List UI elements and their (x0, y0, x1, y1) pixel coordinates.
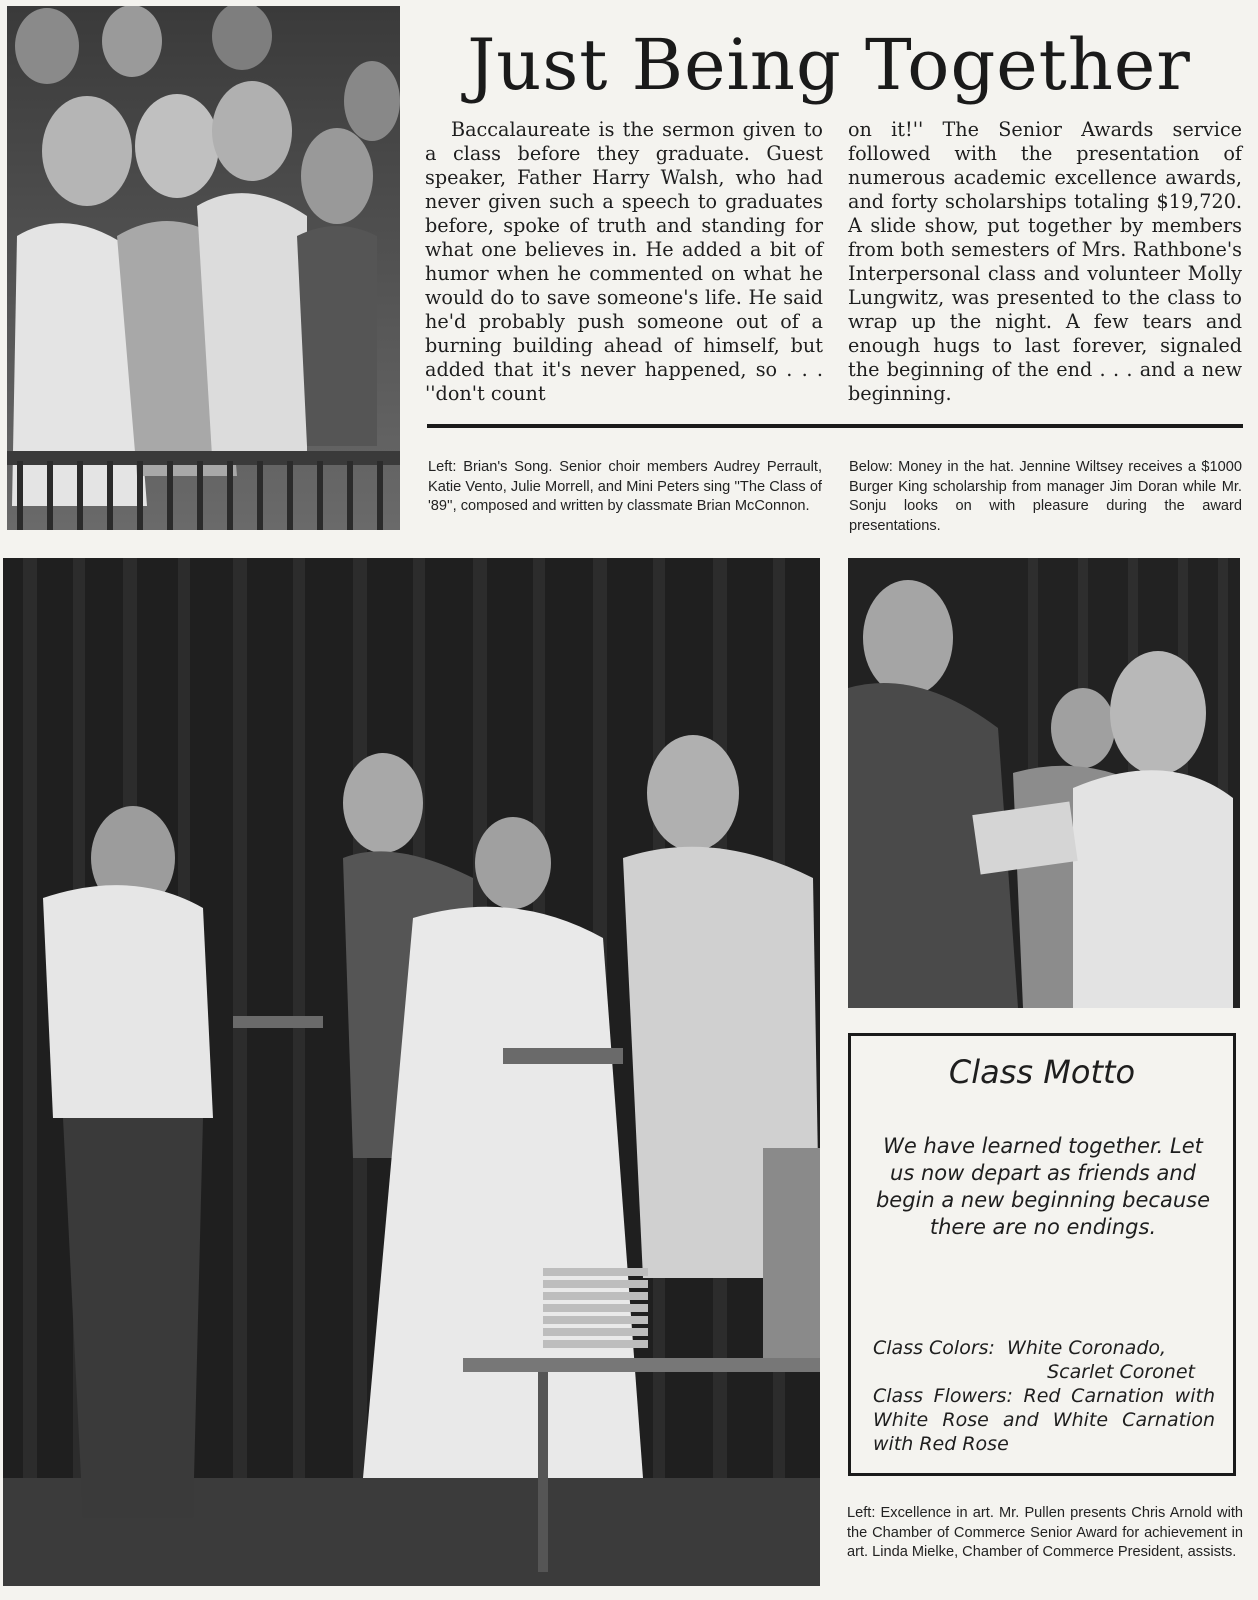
choir-photo (7, 6, 400, 530)
caption-scholarship: Below: Money in the hat. Jennine Wiltsey receives a $1000 Burger King scholarship from manager Jim Doran while Mr. Sonju looks on with pleasure during the award presentations. (849, 459, 1242, 534)
caption-choir: Left: Brian's Song. Senior choir members Audrey Perrault, Katie Vento, Julie Morrell, and Mini Peters sing ''The Class of '89'', composed and written by classmate Brian McConnon. (428, 459, 822, 514)
divider-rule (427, 424, 1243, 428)
award-presentation-photo (3, 558, 820, 1586)
article-column-2: on it!'' The Senior Awards service followed with the presentation of numerous academic excellence awards, and forty scholarships totaling $19,720. A slide show, put together by members from both semesters of Mrs. Rathbone's Interpersonal class and volunteer Molly Lungwitz, was presented to the class to wrap up the night. A few tears and enough hugs to last forever, signaled the beginning of the end . . . and a new beginning. (848, 118, 1242, 405)
class-colors-line2: Scarlet Coronet (1047, 1361, 1195, 1383)
article-column-1: Baccalaureate is the sermon given to a class before they graduate. Guest speaker, Father Harry Walsh, who had never given such a speech to graduates before, spoke of truth and standing for what one believes in. He added a bit of humor when he commented on what he would do to save someone's life. He said he'd probably push someone out of a burning building ahead of himself, but added that it's never happened, so . . . ''don't count (425, 118, 823, 405)
caption-art-award: Left: Excellence in art. Mr. Pullen presents Chris Arnold with the Chamber of Commerce Senior Award for achievement in art. Linda Mielke, Chamber of Commerce President, assists. (847, 1505, 1243, 1560)
scholarship-photo (848, 558, 1240, 1008)
class-colors-flowers (873, 1336, 1215, 1456)
motto-text: We have learned together. Let us now depart as friends and begin a new beginning because there are no endings. (875, 1134, 1211, 1239)
page-title: Just Being Together (467, 24, 1191, 106)
class-flowers: Class Flowers: Red Carnation with White Rose and White Carnation with Red Rose (873, 1385, 1215, 1455)
class-colors-label: Class Colors: (873, 1337, 995, 1359)
class-motto-box (848, 1033, 1236, 1476)
motto-title: Class Motto (948, 1053, 1136, 1091)
class-colors-line1: White Coronado, (1007, 1337, 1167, 1359)
